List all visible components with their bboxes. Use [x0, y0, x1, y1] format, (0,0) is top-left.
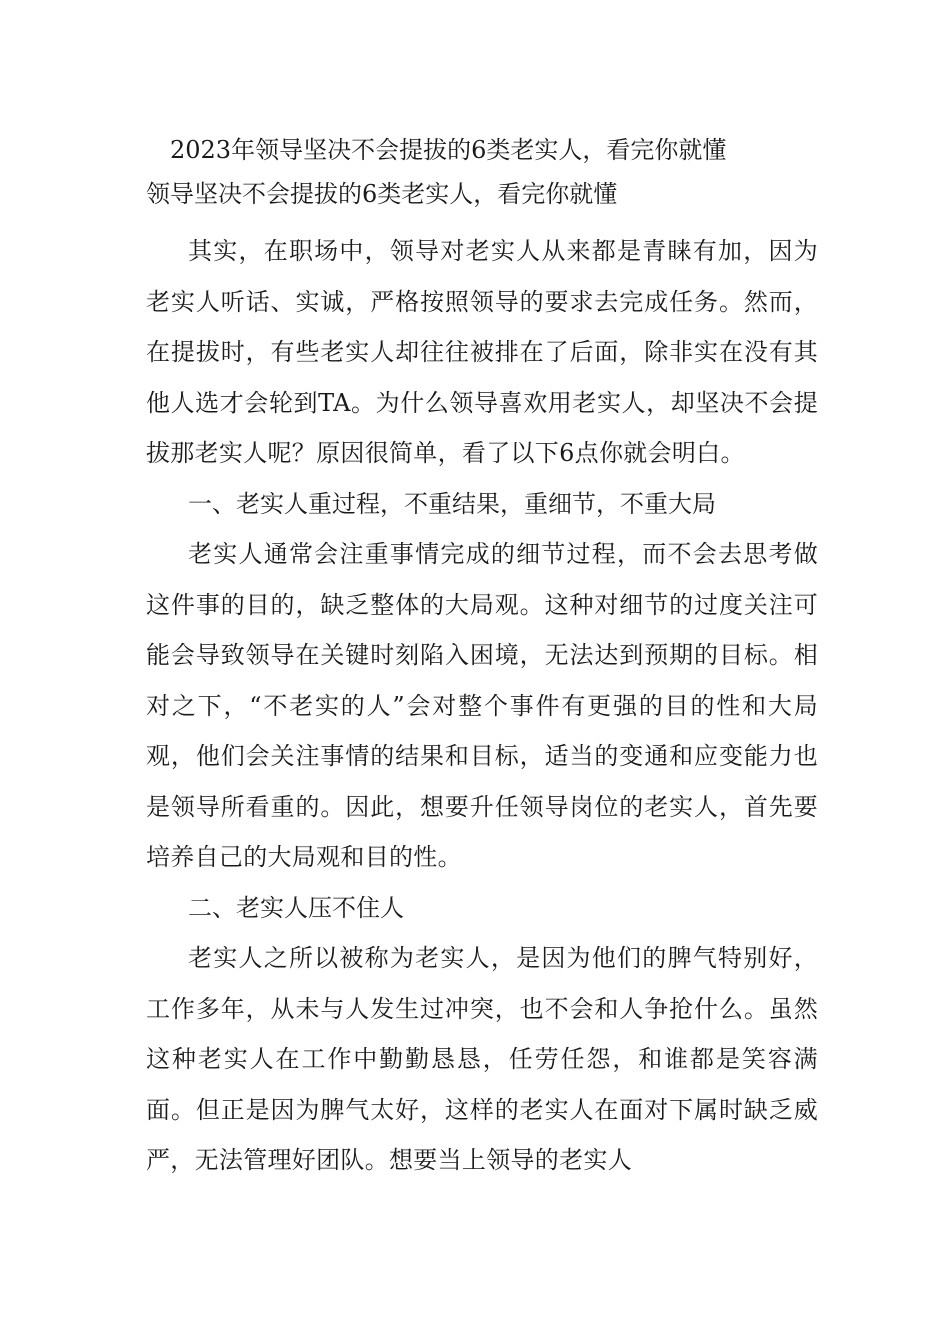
- intro-paragraph: 其实，在职场中，领导对老实人从来都是青睐有加，因为老实人听话、实诚，严格按照领导的要求去完成任务。然而，在提拔时，有些老实人却往往被排在了后面，除非实在没有其他人选才会轮到TA。为什么领导喜欢用老实人，却坚决不会提拔那老实人呢？原因很简单，看了以下6点你就会明白。: [146, 237, 818, 467]
- section-heading-2: 二、老实人压不住人: [188, 893, 404, 922]
- document-title: 2023年领导坚决不会提拔的6类老实人，看完你就懂: [170, 136, 727, 164]
- document-subtitle: 领导坚决不会提拔的6类老实人，看完你就懂: [146, 180, 618, 208]
- section-body-2: 老实人之所以被称为老实人，是因为他们的脾气特别好，工作多年，从未与人发生过冲突，也不会和人争抢什么。虽然这种老实人在工作中勤勤恳恳，任劳任怨，和谁都是笑容满面。但正是因为脾气太好，这样的老实人在面对下属时缺乏威严，无法管理好团队。想要当上领导的老实人: [146, 944, 818, 1174]
- section-body-1: 老实人通常会注重事情完成的细节过程，而不会去思考做这件事的目的，缺乏整体的大局观。这种对细节的过度关注可能会导致领导在关键时刻陷入困境，无法达到预期的目标。相对之下，“不老实的人”会对整个事件有更强的目的性和大局观，他们会关注事情的结果和目标，适当的变通和应变能力也是领导所看重的。因此，想要升任领导岗位的老实人，首先要培养自己的大局观和目的性。: [146, 540, 818, 871]
- section-heading-1: 一、老实人重过程，不重结果，重细节，不重大局: [188, 489, 716, 518]
- document-body: [146, 128, 818, 1186]
